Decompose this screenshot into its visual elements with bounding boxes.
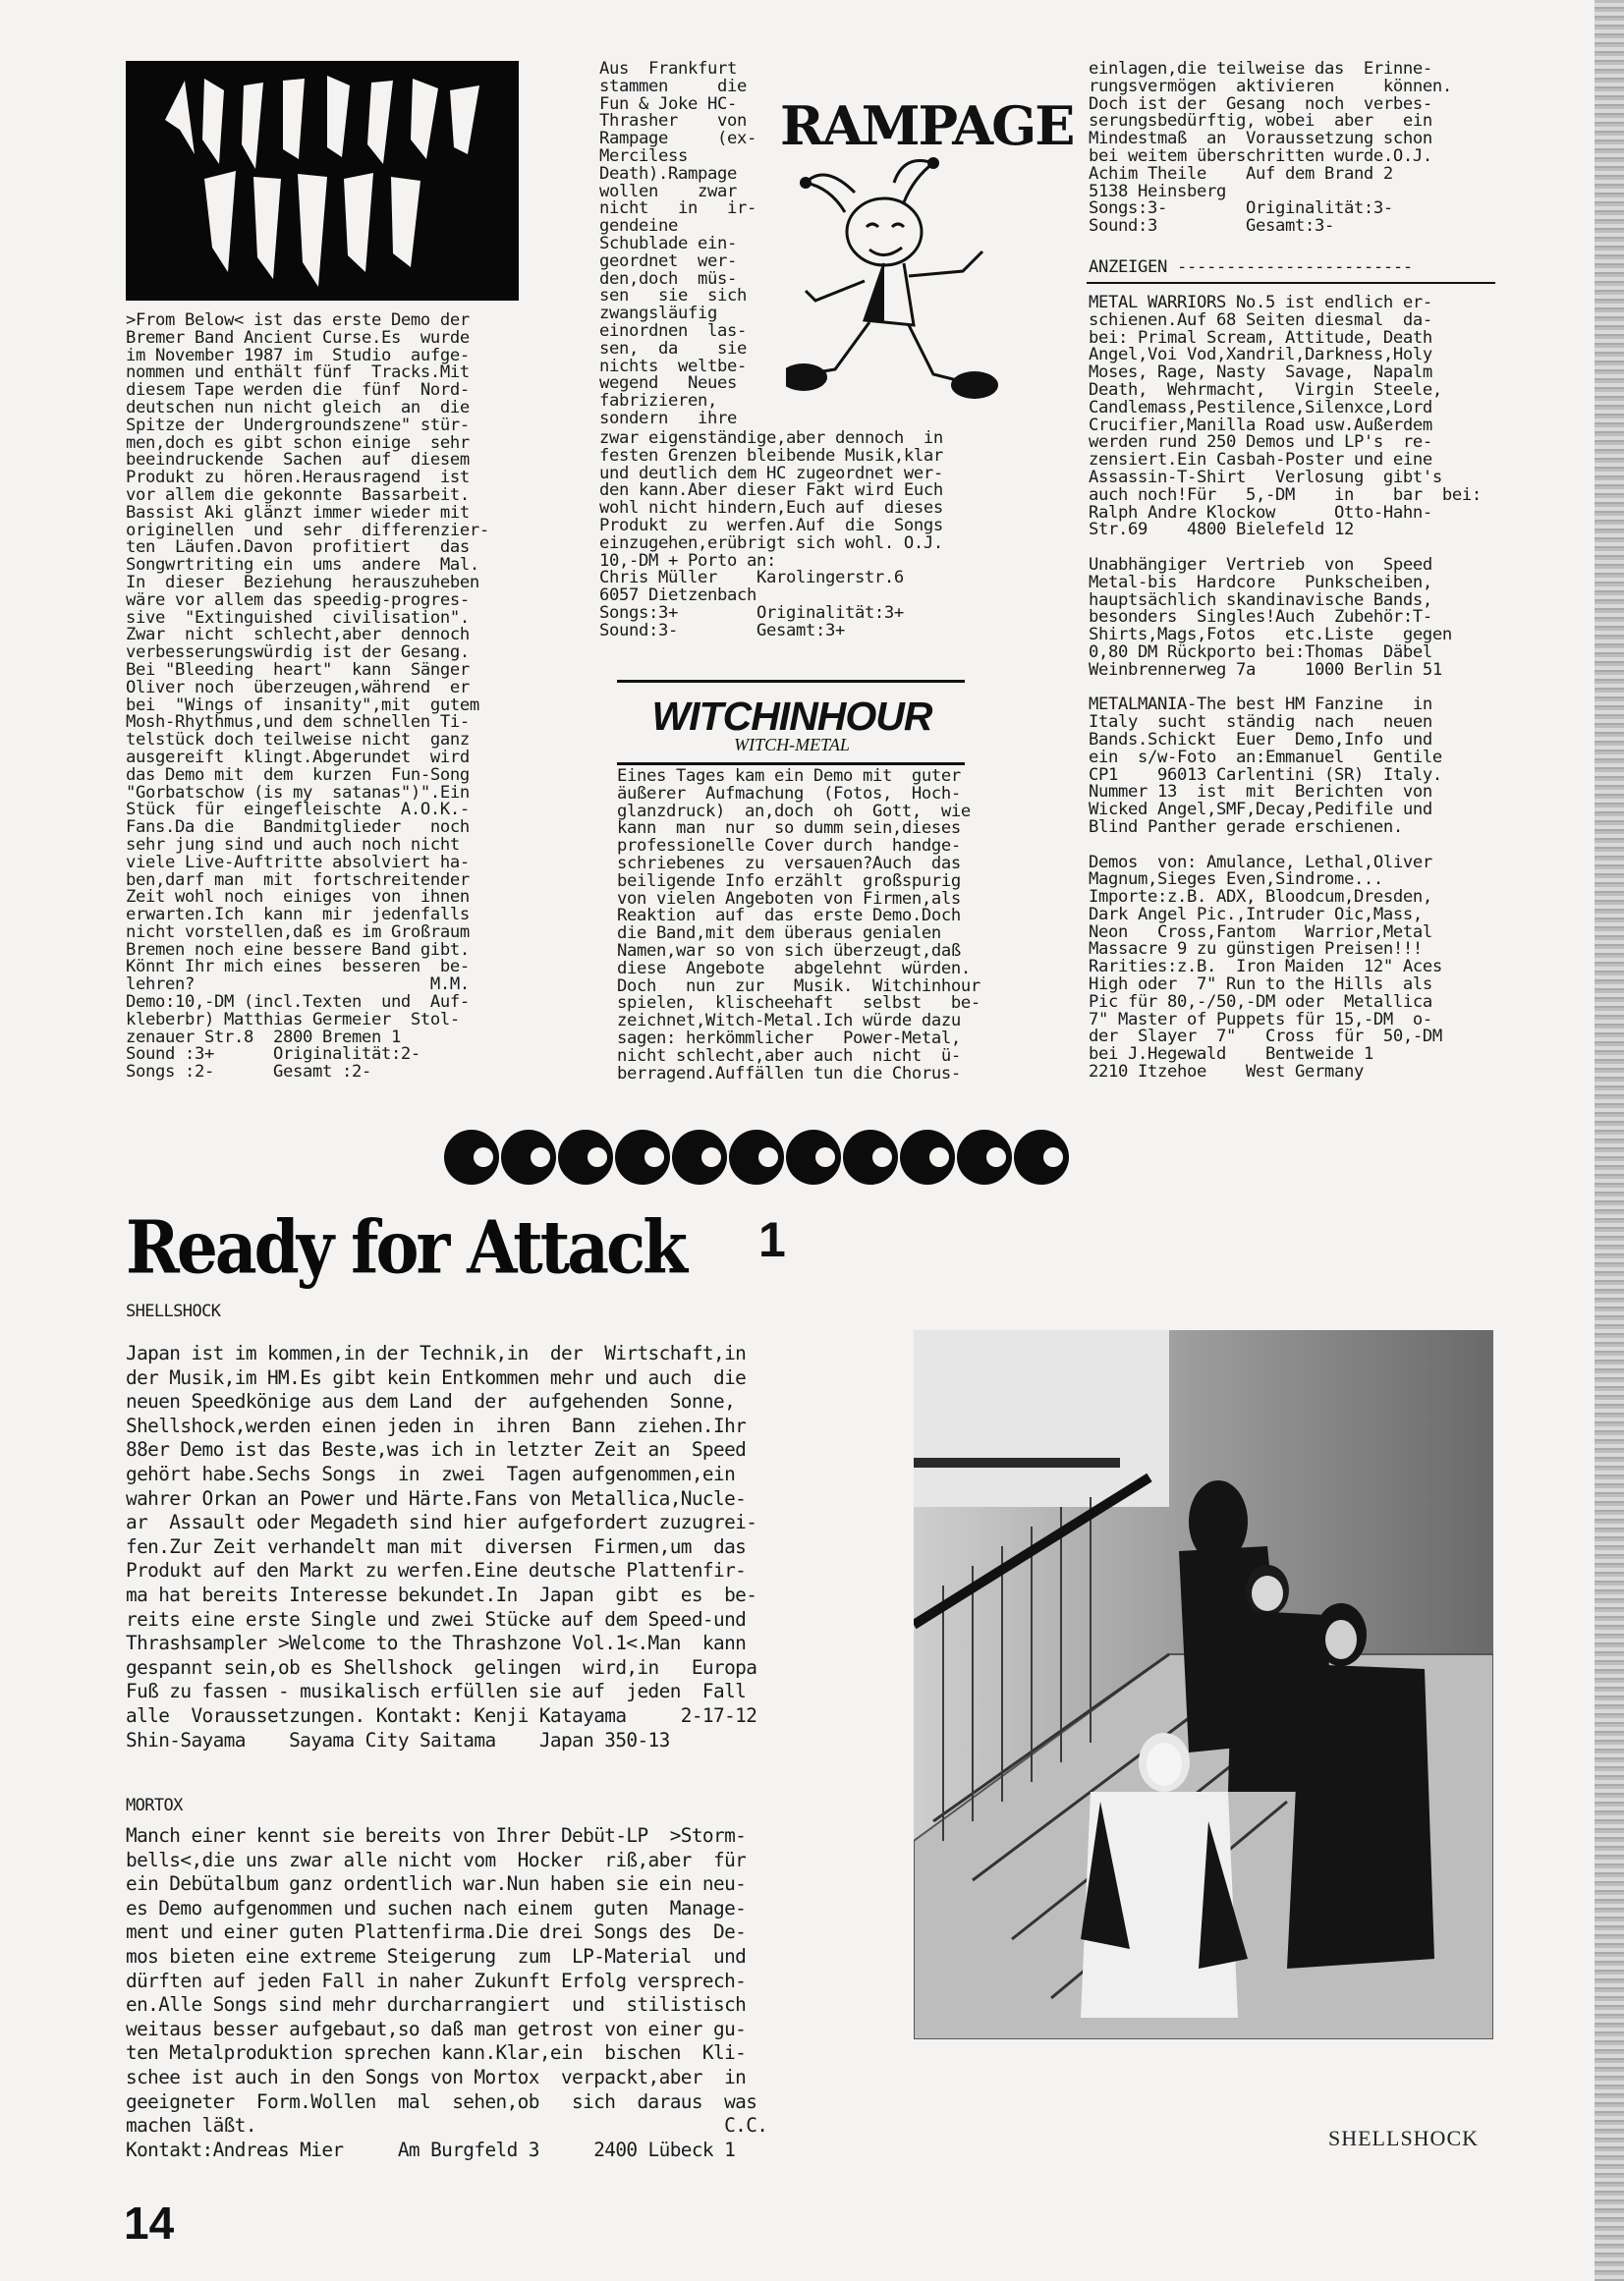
rampage-logo-text: RAMPAGE [780,94,1074,157]
jester-mascot-illustration [786,153,1002,409]
bubble-ornament [843,1130,898,1185]
band-photo-art [914,1330,1493,2039]
photo-caption: SHELLSHOCK [1328,2126,1480,2150]
bubble-ornament [1014,1130,1069,1185]
witchinhour-title: WITCHINHOUR [651,694,932,739]
bubble-ornament [900,1130,955,1185]
ads-heading: ANZEIGEN ------------------------ [1089,257,1413,277]
band-photo-shellshock [914,1330,1493,2039]
witchinhour-top-rule [617,680,965,683]
page-number: 14 [124,2198,175,2249]
bubble-ornament [729,1130,784,1185]
right-column-review-end: einlagen,die teilweise das Erinne- rungsvermögen aktivieren können. Doch ist der Gesang noch verbes- serungsbedürftig, wobei aber ein Mindestmaß an Voraussetzung schon bei weitem überschritten wurde.O.J. Achim Theile Auf dem Brand 2 5138 Heinsberg Songs:3- Originalität:3- Sound:3 Gesamt:3- [1089,59,1452,237]
ready-for-attack-number: 1 [758,1212,786,1267]
scan-page-edge [1595,0,1624,2281]
ancient-curse-review: >From Below< ist das erste Demo der Bremer Band Ancient Curse.Es wurde im November 1987 im Studio aufge- nommen und enthält fünf Tracks.Mit diesem Tape werden die fünf Nord- deutschen nun nicht gleich an die Spitze der Undergroundszene" stür- men,doch es gibt schon einige sehr beeindruckende Sachen auf diesem Produkt zu hören.Herausragend ist vor allem die gekonnte Bassarbeit. Bassist Aki glänzt immer wieder mit originellen und sehr differenzier- ten Läufen.Davon profitiert das Songwrtriting ein ums andere Mal. In dieser Beziehung herauszuheben wäre vor allem das speedig-progres- sive "Extinguished civilisation". Zwar nicht schlecht,aber dennoch verbesserungswürdig ist der Gesang. Bei "Bleeding heart" kann Sänger Oliver noch überzeugen,während er bei "Wings of insanity",mit gutem Mosh-Rhythmus,und dem schnellen Ti- telstück doch teilweise nicht ganz ausgereift klingt.Abgerundet wird das Demo mit dem kurzen Fun-Song "Gorbatschow (is my satanas")".Ein Stück für eingefleischte A.O.K.- Fans.Da die Bandmitglieder noch sehr jung sind und auch noch nicht viele Live-Auftritte absolviert ha- ben,darf man mit fortschreitender Zeit wohl noch einiges von ihnen erwarten.Ich kann mir jedenfalls nicht vorstellen,daß es im Großraum Bremen noch eine bessere Band gibt. Könnt Ihr mich eines besseren be- lehren? M.M. Demo:10,-DM (incl.Texten und Auf- kleberbr) Matthias Germeier Stol- zenauer Str.8 2800 Bremen 1 Sound :3+ Originalität:2- Songs :2- Gesamt :2- [126,310,489,1083]
bubble-ornament [672,1130,727,1185]
witchinhour-bottom-rule [617,762,965,765]
shellshock-heading: SHELLSHOCK [126,1302,221,1321]
bubble-ornament [444,1130,499,1185]
ads-divider [1087,282,1495,284]
ancient-curse-logo [126,61,519,301]
decorative-bubble-border [444,1130,1069,1198]
bubble-ornament [558,1130,613,1185]
ancient-curse-logo-art [126,61,519,301]
ads-text: METAL WARRIORS No.5 ist endlich er- schienen.Auf 68 Seiten diesmal da- bei: Primal Scream, Attitude, Death Angel,Voi Vod,Xandril,Darkness,Holy Moses, Rage, Nasty Savage, Napalm Death, Wehrmacht, Virgin Steele, Candlemass,Pestilence,Silenxce,Lord Crucifier,Manilla Road usw.Außerdem werden rund 250 Demos und LP's re- zensiert.Ein Casbah-Poster und eine Assassin-T-Shirt Verlosung gibt's auch noch!Für 5,-DM in bar bei: Ralph Andre Klockow Otto-Hahn- Str.69 4800 Bielefeld 12 Unabhängiger Vertrieb von Speed Metal-bis Hardcore Punkscheiben, hauptsächlich skandinavische Bands, besonders Singles!Auch Zubehör:T- Shirts,Mags,Fotos etc.Liste gegen 0,80 DM Rückporto bei:Thomas Däbel Weinbrennerweg 7a 1000 Berlin 51 METALMANIA-The best HM Fanzine in Italy sucht ständig nach neuen Bands.Schickt Euer Demo,Info und ein s/w-Foto an:Emmanuel Gentile CP1 96013 Carlentini (SR) Italy. Nummer 13 ist mit Berichten von Wicked Angel,SMF,Decay,Pedifile und Blind Panther gerade erschienen. Demos von: Amulance, Lethal,Oliver Magnum,Sieges Even,Sindrome... Importe:z.B. ADX, Bloodcum,Dresden, Dark Angel Pic.,Intruder Oic,Mass, Neon Cross,Fantom Warrior,Metal Massacre 9 zu günstigen Preisen!!! Rarities:z.B. Iron Maiden 12" Aces High oder 7" Run to the Hills als Pic für 80,-/50,-DM oder Metallica 7" Master of Puppets für 15,-DM o- der Slayer 7" Cross für 50,-DM bei J.Hegewald Bentweide 1 2210 Itzehoe West Germany [1089,293,1482,1083]
bubble-ornament [615,1130,670,1185]
rampage-review-bottom: zwar eigenständige,aber dennoch in festen Grenzen bleibende Musik,klar und deutlich dem HC zugeordnet wer- den kann.Aber dieser Fakt wird Euch wohl nicht hindern,Euch auf dieses Produkt zu werfen.Auf die Songs einzugehen,erübrigt sich wohl. O.J. 10,-DM + Porto an: Chris Müller Karolingerstr.6 6057 Dietzenbach Songs:3+ Originalität:3+ Sound:3- Gesamt:3+ [599,428,943,640]
rampage-review-top: Aus Frankfurt stammen die Fun & Joke HC- Thrasher von Rampage (ex- Merciless Death).Rampage wollen zwar nicht in ir- gendeine Schublade ein- geordnet wer- den,doch müs- sen sie sich zwangsläufig einordnen las- sen, da sie nichts weltbe- wegend Neues fabrizieren, sondern ihre [599,59,756,428]
bubble-ornament [957,1130,1012,1185]
shellshock-review: Japan ist im kommen,in der Technik,in der Wirtschaft,in der Musik,im HM.Es gibt kein Entkommen mehr und auch die neuen Speedkönige aus dem Land der aufgehenden Sonne, Shellshock,werden einen jeden in ihren Bann ziehen.Ihr 88er Demo ist das Beste,was ich in letzter Zeit an Speed gehört habe.Sechs Songs in zwei Tagen aufgenommen,ein wahrer Orkan an Power und Härte.Fans von Metallica,Nucle- ar Assault oder Megadeth sind hier aufgefordert zuzugrei- fen.Zur Zeit verhandelt man mit diversen Firmen,um das Produkt auf den Markt zu werfen.Eine deutsche Plattenfir- ma hat bereits Interesse bekundet.In Japan gibt es be- reits eine erste Single und zwei Stücke auf dem Speed-und Thrashsampler >Welcome to the Thrashzone Vol.1<.Man kann gespannt sein,ob es Shellshock gelingen wird,in Europa Fuß zu fassen - musikalisch erfüllen sie auf jeden Fall alle Voraussetzungen. Kontakt: Kenji Katayama 2-17-12 Shin-Sayama Sayama City Saitama Japan 350-13 [126,1342,757,1752]
bubble-ornament [786,1130,841,1185]
ready-for-attack-title: Ready for Attack [126,1204,685,1291]
mortox-review: Manch einer kennt sie bereits von Ihrer Debüt-LP >Storm- bells<,die uns zwar alle nicht vom Hocker riß,aber für ein Debütalbum ganz ordentlich war.Nun haben sie ein neu- es Demo aufgenommen und suchen nach einem guten Manage- ment und einer guten Plattenfirma.Die drei Songs des De- mos bieten eine extreme Steigerung zum LP-Material und dürften auf jeden Fall in naher Zukunft Erfolg versprech- en.Alle Songs sind mehr durcharrangiert und stilistisch weitaus besser aufgebaut,so daß man getrost von einer gu- ten Metalproduktion sprechen kann.Klar,ein bischen Kli- schee ist auch in den Songs von Mortox verpackt,aber in geeigneter Form.Wollen mal sehen,ob sich daraus was machen läßt. C.C. Kontakt:Andreas Mier Am Burgfeld 3 2400 Lübeck 1 [126,1824,768,2161]
bubble-ornament [501,1130,556,1185]
witchinhour-review: Eines Tages kam ein Demo mit guter äußerer Aufmachung (Fotos, Hoch- glanzdruck) an,doch oh Gott, wie kann man nur so dumm sein,dieses professionelle Cover durch handge- schriebenes zu versauen?Auch das beiligende Info erzählt großspurig von vielen Angeboten von Firmen,als Reaktion auf das erste Demo.Doch die Band,mit dem überaus genialen Namen,war so von sich überzeugt,daß diese Angebote abgelehnt würden. Doch nun zur Musik. Witchinhour spielen, klischeehaft selbst be- zeichnet,Witch-Metal.Ich würde dazu sagen: herkömmlicher Power-Metal, nicht schlecht,aber auch nicht ü- berragend.Auffällen tun die Chorus- [617,766,980,1084]
mortox-heading: MORTOX [126,1796,183,1815]
witchinhour-subtitle: WITCH-METAL [734,735,850,754]
